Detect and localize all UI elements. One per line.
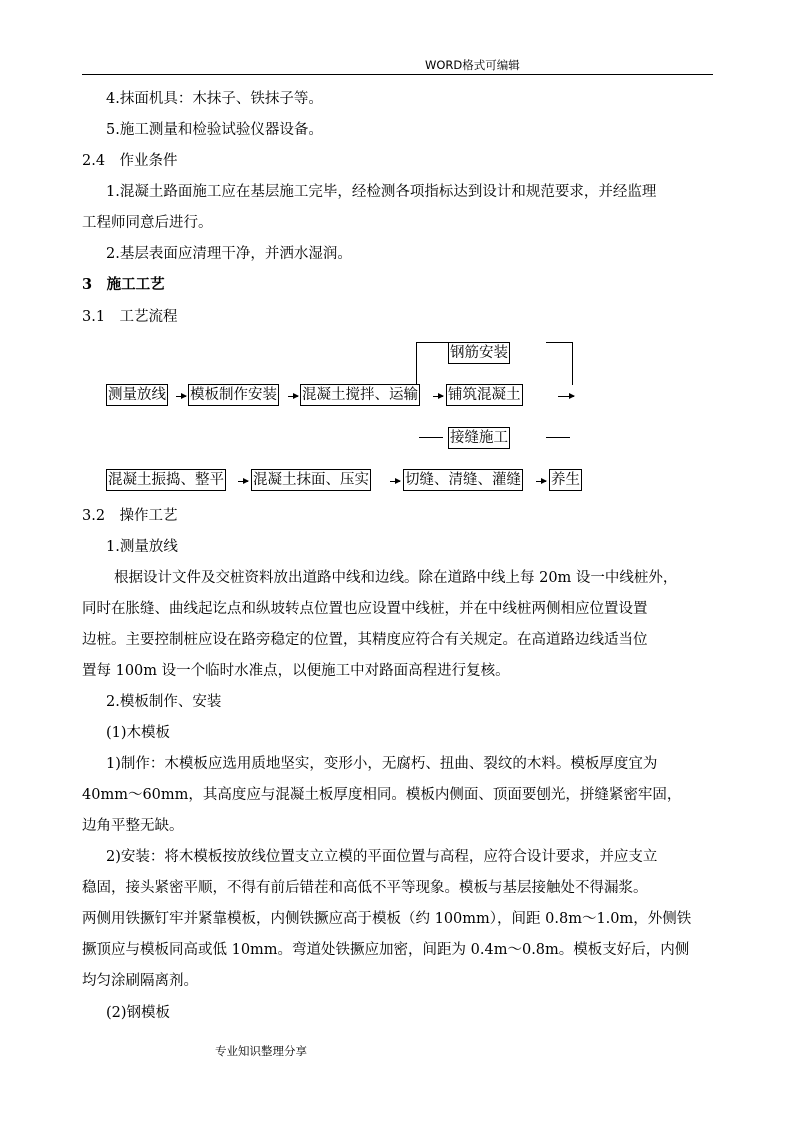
- text-line: 根据设计文件及交桩资料放出道路中线和边线。除在道路中线上每 20m 设一中线桩外，: [114, 570, 678, 586]
- text-line: 稳固，接头紧密平顺，不得有前后错茬和高低不平等现象。模板与基层接触处不得漏浆。: [82, 880, 648, 896]
- flow-step: 混凝土抹面、压实: [251, 469, 371, 491]
- text-line: 2.模板制作、安装: [106, 694, 222, 710]
- text-line: 置每 100m 设一个临时水准点，以便施工中对路面高程进行复核。: [82, 663, 510, 679]
- text-line: 4.抹面机具：木抹子、铁抹子等。: [106, 91, 323, 107]
- flow-step: 养生: [549, 469, 582, 491]
- flow-arrow: [558, 396, 574, 397]
- flow-arrow: [536, 481, 546, 482]
- branch-connector: [546, 342, 572, 343]
- text-line: 均匀涂刷隔离剂。: [82, 973, 198, 989]
- flow-step-rebar: 钢筋安装: [448, 342, 510, 364]
- flow-step: 测量放线: [106, 384, 168, 406]
- page-footer: 专业知识整理分享: [215, 1044, 307, 1058]
- flow-step: 铺筑混凝土: [446, 384, 523, 406]
- flow-step: 混凝土振捣、整平: [106, 469, 226, 491]
- branch-connector: [419, 437, 443, 438]
- text-line: 1.混凝土路面施工应在基层施工完毕，经检测各项指标达到设计和规范要求，并经监理: [106, 184, 657, 200]
- page-header: WORD格式可编辑: [425, 58, 520, 72]
- chapter-heading: 3 施工工艺: [82, 276, 165, 293]
- text-line: 撅顶应与模板同高或低 10mm。弯道处铁撅应加密，间距为 0.4m～0.8m。模板支好后，内侧: [82, 942, 690, 958]
- header-rule: [82, 74, 713, 75]
- flow-arrow: [238, 481, 248, 482]
- branch-connector: [416, 342, 448, 343]
- flow-step-joint: 接缝施工: [448, 427, 510, 449]
- text-line: 1.测量放线: [106, 539, 178, 555]
- text-line: 同时在胀缝、曲线起讫点和纵坡转点位置也应设置中线桩，并在中线桩两侧相应位置设置: [82, 601, 648, 617]
- section-heading: 3.1 工艺流程: [82, 309, 178, 325]
- flow-arrow: [433, 396, 443, 397]
- branch-connector: [572, 342, 573, 385]
- section-heading: 3.2 操作工艺: [82, 508, 178, 524]
- text-line: 边桩。主要控制桩应设在路旁稳定的位置，其精度应符合有关规定。在高道路边线适当位: [82, 632, 648, 648]
- text-line: 1)制作：木模板应选用质地坚实，变形小，无腐朽、扭曲、裂纹的木料。模板厚度宜为: [106, 756, 658, 772]
- branch-connector: [416, 342, 417, 385]
- text-line: 两侧用铁撅钉牢并紧靠模板，内侧铁撅应高于模板（约 100mm），间距 0.8m～1.0m，外侧铁: [82, 911, 692, 927]
- text-line: (1)木模板: [106, 725, 171, 741]
- text-line: 40mm～60mm，其高度应与混凝土板厚度相同。模板内侧面、顶面要刨光，拼缝紧密牢固，: [82, 787, 682, 803]
- text-line: 边角平整无缺。: [82, 818, 184, 834]
- text-line: 2.基层表面应清理干净，并洒水湿润。: [106, 246, 352, 262]
- flow-arrow: [176, 396, 186, 397]
- flow-step: 切缝、清缝、灌缝: [403, 469, 523, 491]
- flow-arrow: [390, 481, 400, 482]
- text-line: 工程师同意后进行。: [82, 215, 213, 231]
- text-line: 5.施工测量和检验试验仪器设备。: [106, 122, 323, 138]
- text-line: 2)安装：将木模板按放线位置支立立模的平面位置与高程，应符合设计要求，并应支立: [106, 849, 658, 865]
- text-line: (2)钢模板: [106, 1005, 171, 1021]
- flow-step: 混凝土搅拌、运输: [300, 384, 420, 406]
- flow-step: 模板制作安装: [188, 384, 279, 406]
- flow-arrow: [288, 396, 298, 397]
- branch-connector: [546, 437, 570, 438]
- section-heading: 2.4 作业条件: [82, 153, 178, 169]
